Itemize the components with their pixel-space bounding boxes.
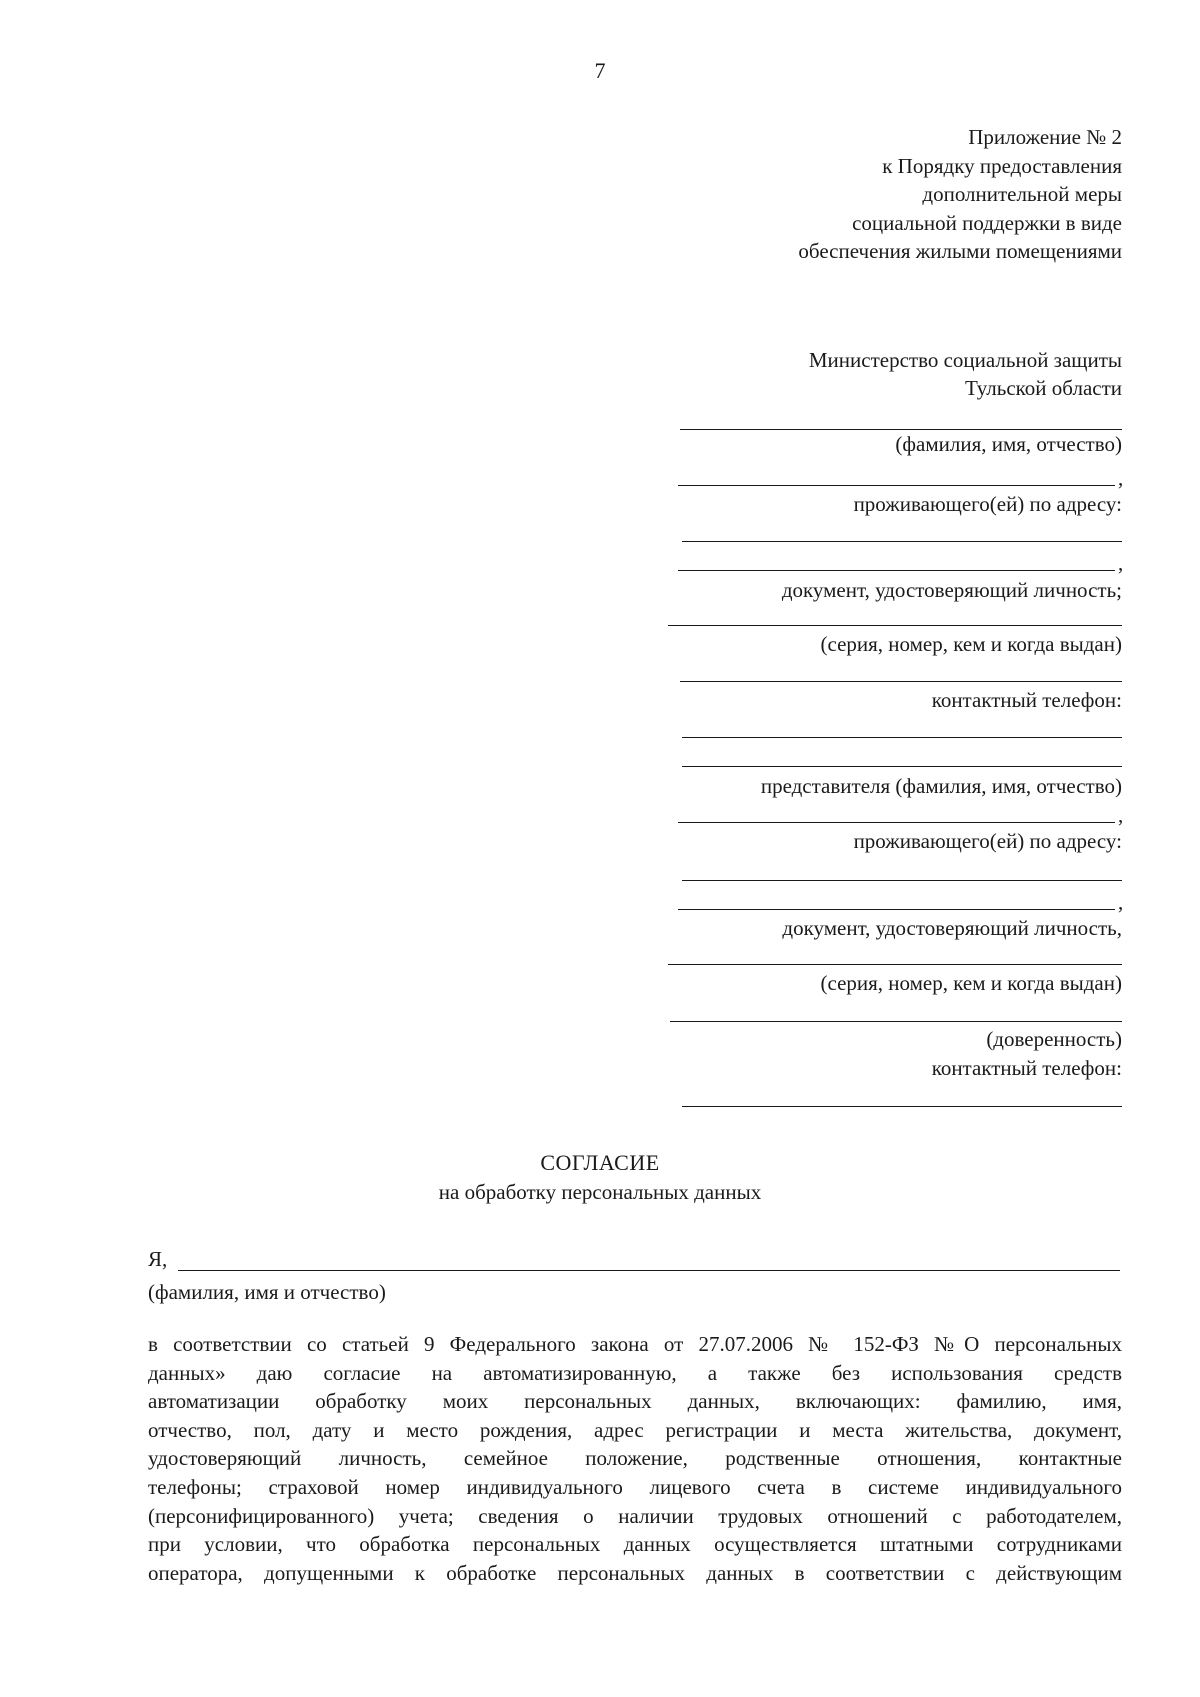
appendix-line: обеспечения жилыми помещениями xyxy=(798,239,1122,263)
addressee-line: Тульской области xyxy=(964,376,1122,400)
representative-address-line-2[interactable] xyxy=(678,909,1115,910)
applicant-phone-label: контактный телефон: xyxy=(931,688,1122,712)
applicant-document-line[interactable] xyxy=(668,625,1122,626)
consent-body-line: оператора, допущенными к обработке персональных данных в соответствии с действующим xyxy=(148,1560,1122,1585)
applicant-fio-label: (фамилия, имя, отчество) xyxy=(895,432,1122,456)
consent-fio-line[interactable] xyxy=(178,1270,1120,1271)
representative-fio-label: представителя (фамилия, имя, отчество) xyxy=(760,774,1122,798)
consent-body xyxy=(148,1330,1122,1587)
power-of-attorney-label: (доверенность) xyxy=(986,1027,1122,1051)
applicant-address-line-1[interactable] xyxy=(682,541,1122,542)
consent-body-line: телефоны; страховой номер индивидуального лицевого счета в системе индивидуального xyxy=(148,1474,1122,1499)
representative-phone-line[interactable] xyxy=(682,1106,1122,1107)
applicant-document-details-line[interactable] xyxy=(680,681,1122,682)
comma: , xyxy=(1118,551,1124,575)
comma: , xyxy=(1118,466,1124,490)
representative-fio-line[interactable] xyxy=(678,822,1115,823)
applicant-document-label: документ, удостоверяющий личность; xyxy=(781,578,1122,602)
representative-address-line-1[interactable] xyxy=(682,880,1122,881)
page-number: 7 xyxy=(594,58,606,83)
power-of-attorney-line[interactable] xyxy=(670,1021,1122,1022)
addressee xyxy=(809,346,1122,402)
representative-document-details-label: (серия, номер, кем и когда выдан) xyxy=(820,971,1122,995)
appendix-line: к Порядку предоставления xyxy=(882,153,1122,178)
ya-label: Я, xyxy=(148,1247,168,1271)
separator-line xyxy=(682,766,1122,767)
comma: , xyxy=(1118,890,1124,914)
representative-document-line[interactable] xyxy=(668,964,1122,965)
applicant-address-line-2[interactable] xyxy=(678,570,1115,571)
consent-body-line: при условии, что обработка персональных данных осуществляется штатными сотрудниками xyxy=(148,1532,1122,1557)
representative-phone-label: контактный телефон: xyxy=(931,1056,1122,1080)
representative-address-label: проживающего(ей) по адресу: xyxy=(853,829,1122,853)
consent-body-line: данных» даю согласие на автоматизированную, а также без использования средств xyxy=(148,1360,1122,1385)
applicant-phone-line[interactable] xyxy=(682,737,1122,738)
appendix-line: социальной поддержки в виде xyxy=(852,210,1122,235)
applicant-fio-line[interactable] xyxy=(680,429,1122,430)
representative-document-label: документ, удостоверяющий личность, xyxy=(782,916,1122,940)
consent-title: СОГЛАСИЕ xyxy=(540,1150,660,1175)
applicant-address-label: проживающего(ей) по адресу: xyxy=(853,492,1122,516)
consent-fio-hint: (фамилия, имя и отчество) xyxy=(148,1280,386,1304)
applicant-fio-line-2[interactable] xyxy=(678,485,1115,486)
consent-body-line: удостоверяющий личность, семейное положение, родственные отношения, контактные xyxy=(148,1446,1122,1471)
appendix-header xyxy=(798,123,1122,266)
appendix-line: Приложение № 2 xyxy=(968,125,1122,149)
consent-body-line: (персонифицированного) учета; сведения о наличии трудовых отношений с работодателем, xyxy=(148,1503,1122,1528)
appendix-line: дополнительной меры xyxy=(922,182,1122,206)
consent-subtitle: на обработку персональных данных xyxy=(438,1180,762,1204)
consent-body-line: автоматизации обработку моих персональных данных, включающих: фамилию, имя, xyxy=(148,1389,1122,1414)
consent-body-line: отчество, пол, дату и место рождения, адрес регистрации и места жительства, документ, xyxy=(148,1417,1122,1442)
addressee-line: Министерство социальной защиты xyxy=(808,348,1122,372)
consent-body-line: в соответствии со статьей 9 Федерального закона от 27.07.2006 № 152-ФЗ №О персональных xyxy=(148,1332,1122,1356)
comma: , xyxy=(1118,803,1124,827)
applicant-document-details-label: (серия, номер, кем и когда выдан) xyxy=(820,632,1122,656)
